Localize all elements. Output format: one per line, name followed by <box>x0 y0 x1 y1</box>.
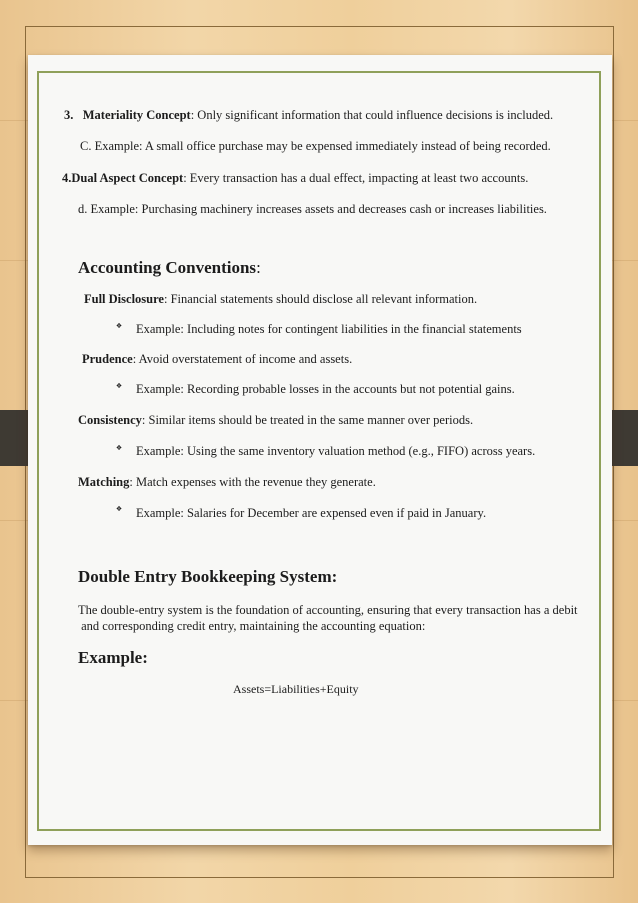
convention-example: Example: Using the same inventory valuation method (e.g., FIFO) across years. <box>136 444 536 458</box>
diamond-bullet-icon: ❖ <box>115 382 123 390</box>
accounting-equation: Assets=Liabilities+Equity <box>233 682 359 696</box>
conventions-heading <box>78 258 261 278</box>
dual-example: d. Example: Purchasing machinery increases assets and decreases cash or increases liabilities. <box>78 202 547 216</box>
item-number: 4. <box>62 171 72 185</box>
diamond-bullet-icon: ❖ <box>115 444 123 452</box>
heading-colon: : <box>256 258 261 277</box>
materiality-line <box>64 108 553 123</box>
convention-text: : Similar items should be treated in the same manner over periods. <box>141 413 474 427</box>
materiality-text: : Only significant information that could influence decisions is included. <box>190 108 554 122</box>
convention-full-disclosure <box>84 292 477 307</box>
convention-prudence <box>82 352 352 367</box>
convention-matching <box>78 475 376 490</box>
dual-term: Dual Aspect Concept <box>71 171 184 185</box>
item-number: 3. <box>64 108 74 122</box>
convention-example: Example: Salaries for December are expensed even if paid in January. <box>136 506 487 520</box>
convention-term: Full Disclosure <box>84 292 164 306</box>
convention-text: : Avoid overstatement of income and assets. <box>132 352 353 366</box>
convention-text: : Financial statements should disclose all relevant information. <box>163 292 478 306</box>
materiality-example: C. Example: A small office purchase may be expensed immediately instead of being recorded. <box>80 139 551 153</box>
convention-consistency <box>78 413 473 428</box>
conventions-heading-text: Accounting Conventions <box>78 258 257 277</box>
materiality-term: Materiality Concept <box>82 108 191 122</box>
convention-text: : Match expenses with the revenue they generate. <box>129 475 376 489</box>
convention-term: Matching <box>78 475 130 489</box>
example-heading: Example: <box>78 648 148 667</box>
diamond-bullet-icon: ❖ <box>115 322 123 330</box>
double-entry-heading: Double Entry Bookkeeping System: <box>78 567 338 586</box>
convention-term: Consistency <box>78 413 142 427</box>
convention-term: Prudence <box>82 352 133 366</box>
convention-example: Example: Including notes for contingent liabilities in the financial statements <box>136 322 522 336</box>
dual-line <box>62 171 528 186</box>
double-entry-line-2: and corresponding credit entry, maintaining the accounting equation: <box>78 619 426 633</box>
diamond-bullet-icon: ❖ <box>115 505 123 513</box>
dual-text: : Every transaction has a dual effect, impacting at least two accounts. <box>183 171 529 185</box>
double-entry-line-1: The double-entry system is the foundation of accounting, ensuring that every transaction has a debit <box>78 603 578 617</box>
convention-example: Example: Recording probable losses in the accounts but not potential gains. <box>136 382 515 396</box>
